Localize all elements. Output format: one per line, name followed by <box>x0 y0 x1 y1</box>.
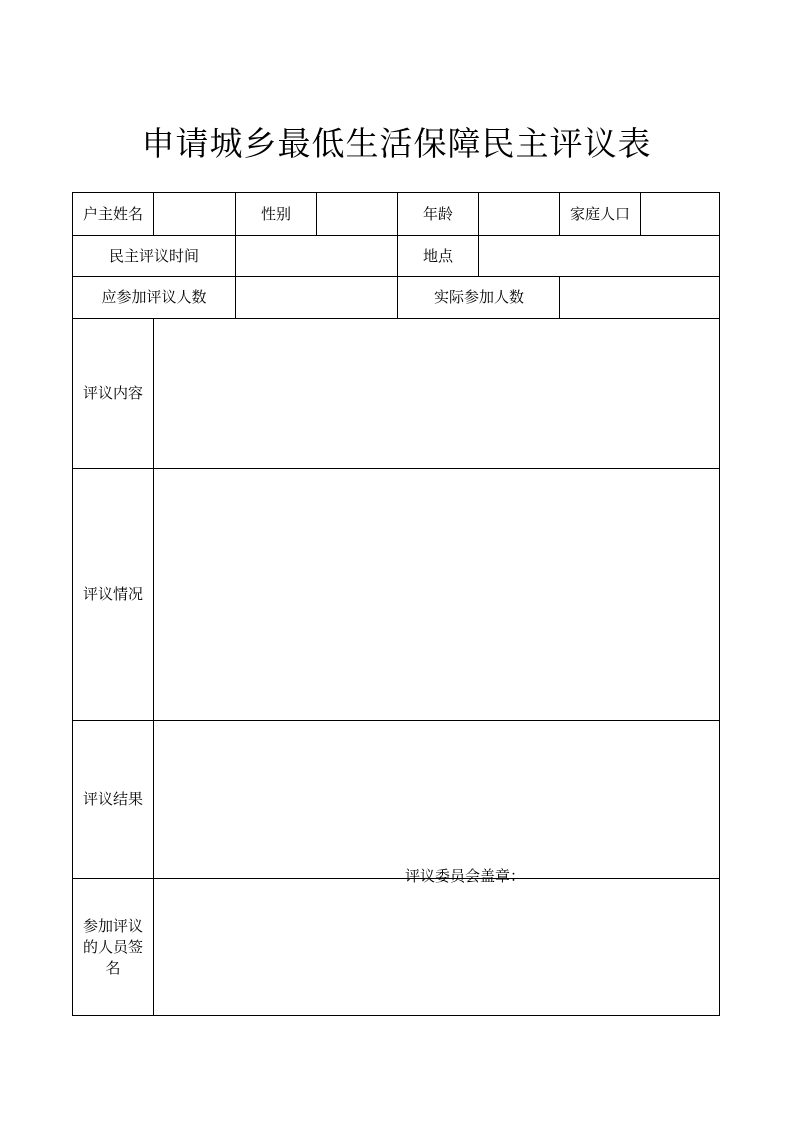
age-label: 年龄 <box>397 192 479 236</box>
review-result-label: 评议结果 <box>72 720 154 879</box>
review-situation-label: 评议情况 <box>72 468 154 721</box>
age-field[interactable] <box>478 192 560 236</box>
review-situation-field[interactable] <box>153 468 720 721</box>
household-size-field[interactable] <box>640 192 720 236</box>
review-time-label: 民主评议时间 <box>72 235 236 277</box>
review-form-table <box>72 192 720 1016</box>
location-field[interactable] <box>478 235 720 277</box>
gender-label: 性别 <box>235 192 317 236</box>
review-result-field[interactable] <box>153 720 720 879</box>
head-name-label: 户主姓名 <box>72 192 154 236</box>
expected-count-label: 应参加评议人数 <box>72 276 236 319</box>
household-size-label: 家庭人口 <box>559 192 641 236</box>
head-name-field[interactable] <box>153 192 236 236</box>
location-label: 地点 <box>397 235 479 277</box>
review-time-field[interactable] <box>235 235 398 277</box>
participant-signatures-field[interactable] <box>153 878 720 1016</box>
committee-seal-label: 评议委员会盖章： <box>405 867 526 885</box>
review-content-field[interactable] <box>153 318 720 469</box>
review-content-label: 评议内容 <box>72 318 154 469</box>
actual-count-field[interactable] <box>559 276 720 319</box>
gender-field[interactable] <box>316 192 398 236</box>
expected-count-field[interactable] <box>235 276 398 319</box>
page-title: 申请城乡最低生活保障民主评议表 <box>141 124 652 163</box>
participant-signatures-label: 参加评议的人员签名 <box>72 878 154 1016</box>
actual-count-label: 实际参加人数 <box>397 276 561 319</box>
